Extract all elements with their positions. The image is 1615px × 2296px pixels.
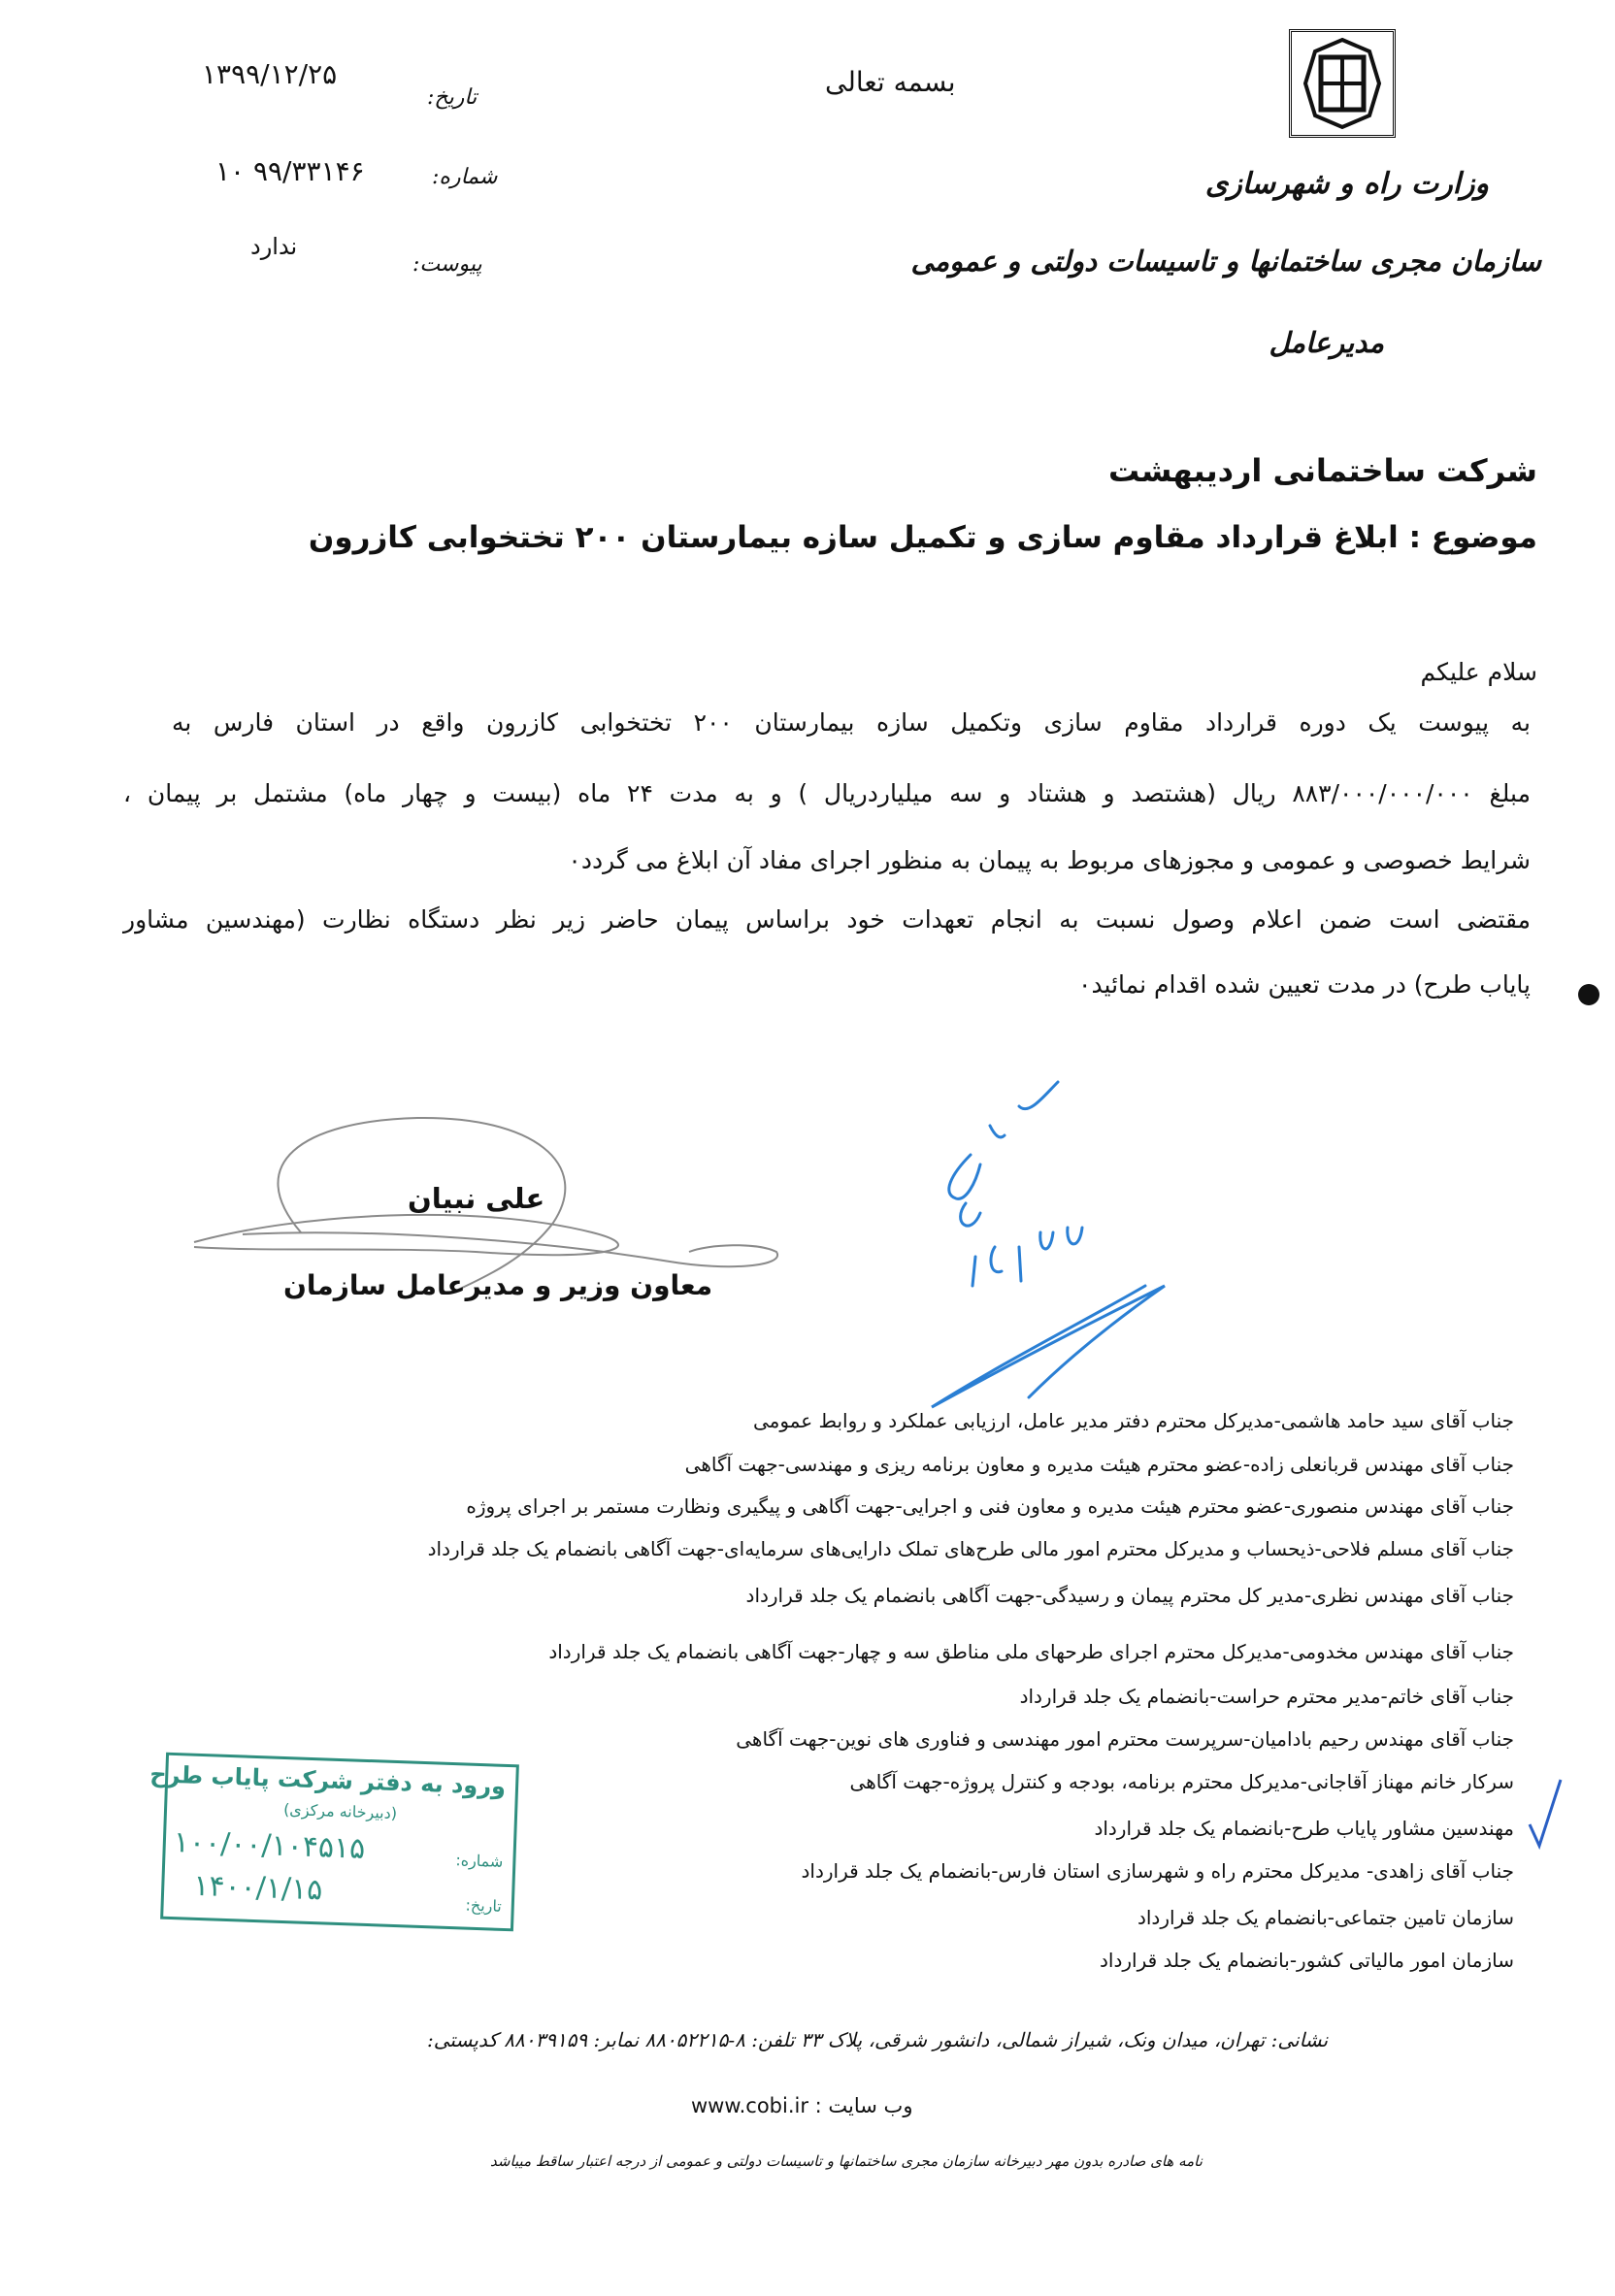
recipient-item: جناب آقای زاهدی- مدیرکل محترم راه و شهرسازی استان فارس-بانضمام یک جلد قرارداد: [801, 1859, 1514, 1883]
date-value: ۱۳۹۹/۱۲/۲۵: [202, 58, 338, 90]
recipient-item: سازمان تامین جتماعی-بانضمام یک جلد قرارداد: [1137, 1906, 1514, 1929]
recipient-item: مهندسین مشاور پایاب طرح-بانضمام یک جلد قرارداد: [1094, 1817, 1514, 1840]
stamp-title: ورود به دفتر شرکت پایاب طرح: [148, 1760, 507, 1800]
recipient-item: جناب آقای مهندس رحیم بادامیان-سرپرست محترم امور مهندسی و فناوری های نوین-جهت آگاهی: [736, 1727, 1514, 1751]
recipient-item: سرکار خانم مهناز آقاجانی-مدیرکل محترم برنامه، بودجه و کنترل پروژه-جهت آگاهی: [849, 1770, 1514, 1793]
footer-website: وب سایت : www.cobi.ir: [691, 2094, 913, 2117]
recipient-item: سازمان امور مالیاتی کشور-بانضمام یک جلد قرارداد: [1100, 1949, 1514, 1972]
logo-emblem-icon: [1292, 32, 1393, 135]
recipient-item: جناب آقای مسلم فلاحی-ذیحساب و مدیرکل محترم امور مالی طرح‌های تملک دارایی‌های سرمایه‌ای-جهت آگاهی بانضمام یک جلد قرارداد: [427, 1537, 1514, 1560]
punch-hole-mark: [1578, 984, 1599, 1005]
stamp-number-value: ۱۰۰/۰۰/۱۰۴۵۱۵: [173, 1825, 366, 1866]
recipient-item: جناب آقای خاتم-مدیر محترم حراست-بانضمام یک جلد قرارداد: [1019, 1685, 1514, 1708]
footer-note: نامه های صادره بدون مهر دبیرخانه سازمان مجری ساختمانها و تاسیسات دولتی و عمومی از درجه اعتبار ساقط میباشد: [490, 2152, 1203, 2170]
body-line: پایاب طرح) در مدت تعیین شده اقدام نمائید٠: [1078, 970, 1531, 999]
handwritten-annotation: [796, 1067, 1203, 1436]
date-label: تاریخ:: [427, 85, 478, 110]
recipient-item: جناب آقای سید حامد هاشمی-مدیرکل محترم دفتر مدیر عامل، ارزیابی عملکرد و روابط عمومی: [752, 1409, 1514, 1432]
number-label: شماره:: [432, 165, 498, 189]
recipient-item: جناب آقای مهندس مخدومی-مدیرکل محترم اجرای طرحهای ملی مناطق سه و چهار-جهت آگاهی بانضمام یک جلد قرارداد: [548, 1640, 1514, 1663]
ministry-logo: [1289, 29, 1396, 138]
checkmark-icon: [1526, 1776, 1565, 1850]
stamp-date-value: ۱۴۰۰/۱/۱۵: [192, 1868, 323, 1908]
letter-subject: موضوع : ابلاغ قرارداد مقاوم سازی و تکمیل سازه بیمارستان ۲۰۰ تختخوابی کازرون: [308, 520, 1537, 555]
stamp-number-label: شماره:: [455, 1851, 504, 1871]
organization-name: سازمان مجری ساختمانها و تاسیسات دولتی و عمومی: [910, 245, 1541, 278]
stamp-date-label: تاریخ:: [465, 1895, 503, 1916]
greeting: سلام علیکم: [1420, 658, 1537, 686]
body-line: مبلغ ۸۸۳/۰۰۰/۰۰۰/۰۰۰ ریال (هشتصد و هشتاد و سه میلیاردریال ) و به مدت ۲۴ ماه (بیست و چهار ماه) مشتمل بر پیمان ،: [123, 779, 1531, 807]
recipient-item: جناب آقای مهندس قربانعلی زاده-عضو محترم هیئت مدیره و معاون برنامه ریزی و مهندسی-جهت آگاهی: [684, 1453, 1514, 1476]
body-line: مقتضی است ضمن اعلام وصول نسبت به انجام تعهدات خود براساس پیمان حاضر زیر نظر دستگاه نظارت (مهندسین مشاور: [123, 905, 1531, 934]
signer-name: علی نبیان: [408, 1182, 545, 1215]
receipt-stamp: [148, 1753, 519, 1932]
office-name: مدیرعامل: [1269, 326, 1384, 359]
bismillah: بسمه تعالی: [825, 66, 956, 98]
ministry-name: وزارت راه و شهرسازی: [1204, 167, 1489, 201]
stamp-subtitle: (دبیرخانه مرکزی): [282, 1799, 398, 1823]
attachment-label: پیوست:: [412, 252, 482, 277]
body-line: شرایط خصوصی و عمومی و مجوزهای مربوط به پیمان به منظور اجرای مفاد آن ابلاغ می گردد٠: [568, 846, 1531, 874]
recipient-item: جناب آقای مهندس منصوری-عضو محترم هیئت مدیره و معاون فنی و اجرایی-جهت آگاهی و پیگیری ونظارت مستمر بر اجرای پروژه: [466, 1494, 1514, 1518]
recipient-company: شرکت ساختمانی اردیبهشت: [1107, 452, 1537, 489]
recipient-item: جناب آقای مهندس نظری-مدیر کل محترم پیمان و رسیدگی-جهت آگاهی بانضمام یک جلد قرارداد: [745, 1584, 1514, 1607]
number-value: ۱۰ ۹۹/۳۳۱۴۶: [215, 155, 365, 187]
body-line: به پیوست یک دوره قرارداد مقاوم سازی وتکمیل سازه بیمارستان ۲۰۰ تختخوابی کازرون واقع در استان فارس به: [172, 708, 1532, 737]
signer-title: معاون وزیر و مدیرعامل سازمان: [283, 1269, 713, 1301]
attachment-value: ندارد: [250, 233, 298, 260]
footer-address: نشانی: تهران، میدان ونک، شیراز شمالی، دانشور شرقی، پلاک ۳۳ تلفن: ۸-۸۸۰۵۲۲۱۵ نمابر: ۸۸۰۳۹۱۵۹ کدپستی:: [427, 2028, 1329, 2051]
